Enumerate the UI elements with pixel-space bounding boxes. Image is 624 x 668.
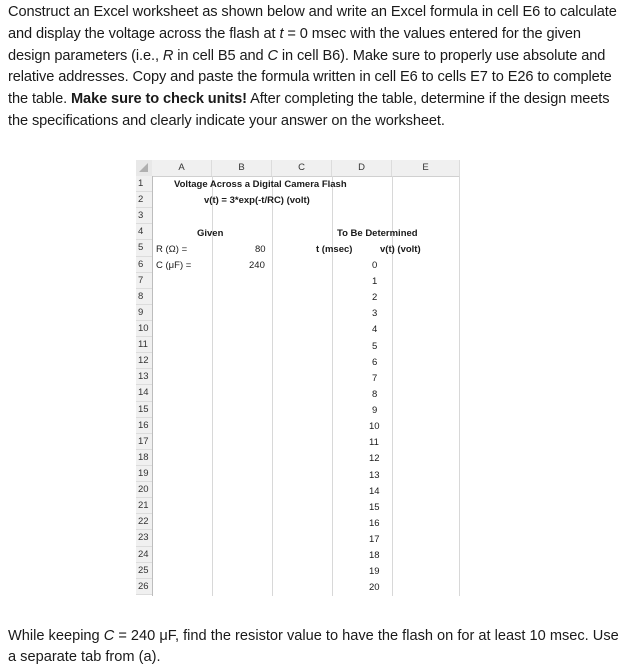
row-header: 13 — [136, 369, 152, 385]
t-header: t (msec) — [316, 244, 353, 255]
row-header: 17 — [136, 434, 152, 450]
sheet-title: Voltage Across a Digital Camera Flash — [174, 179, 347, 190]
row-header: 6 — [136, 257, 152, 273]
t-value-cell: 2 — [372, 292, 378, 304]
t-value-cell: 4 — [372, 324, 378, 336]
intro-text-2: = 0 msec with the values entered for the given design parameters (i.e., — [8, 25, 581, 64]
row-headers — [136, 176, 152, 595]
intro-var-t: t — [279, 25, 284, 42]
row-header: 8 — [136, 289, 152, 305]
v-header: v(t) (volt) — [380, 244, 421, 255]
column-header-a: A — [152, 160, 212, 176]
row-header: 9 — [136, 305, 152, 321]
row-header: 20 — [136, 482, 152, 498]
intro-bold-warning: Make sure to check units! — [71, 91, 247, 108]
row-header: 4 — [136, 224, 152, 240]
t-value-cell: 7 — [372, 372, 378, 384]
c-label: C (μF) = — [156, 260, 192, 271]
row-header: 16 — [136, 418, 152, 434]
spreadsheet-image — [136, 160, 460, 596]
r-label: R (Ω) = — [156, 244, 188, 255]
given-label: Given — [197, 228, 224, 239]
row-header: 24 — [136, 547, 152, 563]
row-header: 26 — [136, 579, 152, 595]
column-header-b: B — [212, 160, 272, 176]
row-header: 10 — [136, 321, 152, 337]
c-value: 240 — [249, 260, 265, 271]
t-value-cell: 14 — [369, 485, 380, 497]
t-value-cell: 0 — [372, 260, 378, 271]
t-value-cell: 5 — [372, 340, 378, 352]
t-value-cell: 6 — [372, 356, 378, 368]
row-header: 15 — [136, 402, 152, 418]
to-be-determined-label: To Be Determined — [337, 228, 418, 239]
r-value: 80 — [255, 244, 266, 255]
t-value-cell: 8 — [372, 388, 378, 400]
intro-text-1: Construct an Excel worksheet as shown below and write an Excel formula in cell E6 to calculate and display the voltage across the flash at — [8, 4, 617, 42]
footer-text-1: While keeping — [8, 628, 104, 644]
t-value-cell: 9 — [372, 405, 378, 417]
t-value-cell: 16 — [369, 517, 380, 529]
instructions-paragraph — [8, 2, 620, 133]
footer-text-2: = 240 μF, find the resistor value to have the flash on for at least 10 msec. Use a separate tab from (a). — [8, 628, 619, 665]
row-header: 19 — [136, 466, 152, 482]
row-header: 21 — [136, 498, 152, 514]
t-value-cell: 11 — [369, 437, 379, 449]
t-value-cell: 18 — [369, 550, 380, 562]
row-header: 12 — [136, 353, 152, 369]
row-header: 18 — [136, 450, 152, 466]
t-value-cell: 20 — [369, 582, 380, 594]
column-header-c: C — [272, 160, 332, 176]
row-header: 3 — [136, 208, 152, 224]
sheet-grid — [152, 176, 461, 596]
t-value-cell: 12 — [369, 453, 380, 465]
t-value-cell: 15 — [369, 501, 380, 513]
footer-var-c: C — [103, 628, 115, 644]
column-headers — [152, 160, 460, 177]
row-header: 7 — [136, 273, 152, 289]
row-header: 14 — [136, 385, 152, 401]
intro-text-3: in cell B5 and — [173, 47, 268, 64]
row-header: 23 — [136, 530, 152, 546]
footer-question — [8, 626, 620, 668]
t-value-cell: 1 — [372, 276, 378, 288]
row-header: 25 — [136, 563, 152, 579]
select-all-corner — [136, 160, 152, 176]
intro-text-5: After completing the table, determine if the design meets the specifications and clearly indicate your answer on the worksheet. — [8, 91, 610, 129]
t-value-cell: 3 — [372, 308, 378, 320]
sheet-formula: v(t) = 3*exp(-t/RC) (volt) — [204, 195, 310, 206]
t-value-cell: 10 — [369, 421, 380, 433]
intro-text-4: in cell B6). Make sure to properly use absolute and relative addresses. Copy and paste the formula written in cell E6 to cells E7 to E26 to complete the table. — [8, 47, 612, 108]
t-value-cell: 17 — [369, 534, 380, 546]
row-header: 1 — [136, 176, 152, 192]
t-value-cell: 19 — [369, 566, 380, 578]
row-header: 2 — [136, 192, 152, 208]
column-header-e: E — [392, 160, 460, 176]
row-header: 22 — [136, 514, 152, 530]
t-value-cell: 13 — [369, 469, 380, 481]
row-header: 11 — [136, 337, 152, 353]
intro-var-c: C — [267, 47, 278, 64]
row-header: 5 — [136, 240, 152, 256]
intro-var-r: R — [162, 47, 174, 64]
column-header-d: D — [332, 160, 392, 176]
